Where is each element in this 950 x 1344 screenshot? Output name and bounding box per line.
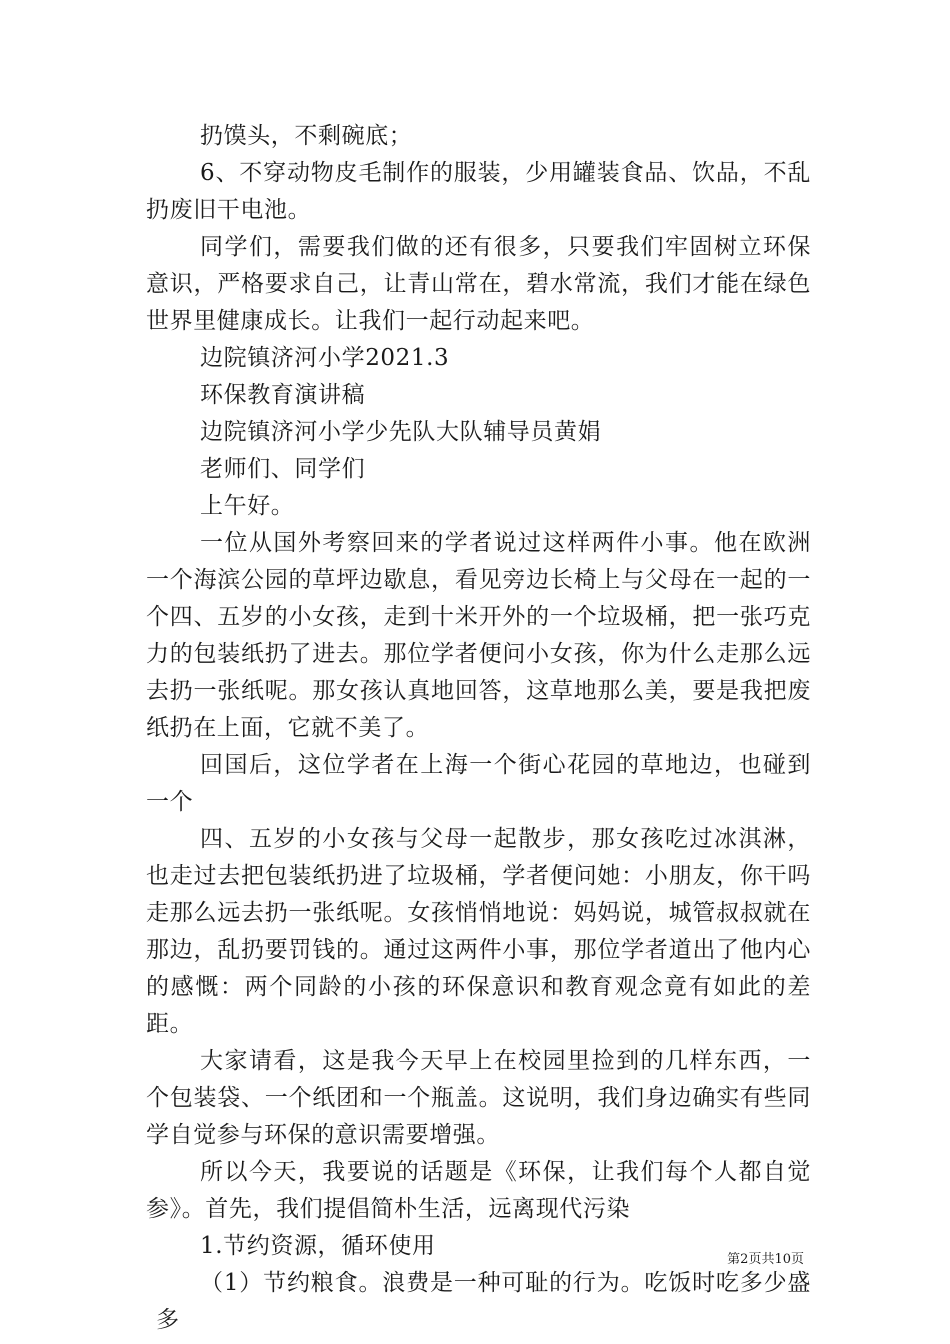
- signature-line: 边院镇济河小学2021.3: [200, 345, 450, 371]
- list-item: （1）节约粮食。浪费是一种可耻的行为。吃饭时吃多少盛多: [156, 1270, 811, 1333]
- paragraph: 所以今天，我要说的话题是《环保，让我们每个人都自觉参》。首先，我们提倡简朴生活，远离现代污染: [146, 1159, 811, 1222]
- paragraph: 四、五岁的小女孩与父母一起散步，那女孩吃过冰淇淋，也走过去把包装纸扔进了垃圾桶，学者便问她：小朋友，你干吗走那么远去扔一张纸呢。女孩悄悄地说：妈妈说，城管叔叔就在那边，乱扔要罚钱的。通过这两件小事，那位学者道出了他内心的感慨：两个同龄的小孩的环保意识和教育观念竟有如此的差距。: [146, 826, 811, 1037]
- list-heading: 1.节约资源，循环使用: [200, 1233, 436, 1259]
- page-footer: [0, 1248, 950, 1267]
- salutation: 老师们、同学们: [200, 456, 366, 482]
- paragraph: 扔馍头，不剩碗底；: [200, 123, 413, 149]
- author-line: 边院镇济河小学少先队大队辅导员黄娟: [200, 419, 602, 445]
- paragraph: 同学们，需要我们做的还有很多，只要我们牢固树立环保意识，严格要求自己，让青山常在，碧水常流，我们才能在绿色世界里健康成长。让我们一起行动起来吧。: [146, 234, 811, 334]
- paragraph: 回国后，这位学者在上海一个街心花园的草地边，也碰到一个: [146, 752, 811, 815]
- paragraph: 大家请看，这是我今天早上在校园里捡到的几样东西，一个包装袋、一个纸团和一个瓶盖。这说明，我们身边确实有些同学自觉参与环保的意识需要增强。: [146, 1048, 811, 1148]
- greeting: 上午好。: [200, 493, 295, 519]
- speech-title: 环保教育演讲稿: [200, 382, 366, 408]
- paragraph: 6、不穿动物皮毛制作的服装，少用罐装食品、饮品，不乱扔废旧干电池。: [146, 160, 811, 223]
- paragraph: 一位从国外考察回来的学者说过这样两件小事。他在欧洲一个海滨公园的草坪边歇息，看见旁边长椅上与父母在一起的一个四、五岁的小女孩，走到十米开外的一个垃圾桶，把一张巧克力的包装纸扔了进去。那位学者便问小女孩，你为什么走那么远去扔一张纸呢。那女孩认真地回答，这草地那么美，要是我把废纸扔在上面，它就不美了。: [146, 530, 811, 741]
- document-body: [146, 118, 811, 1339]
- page-number: 第2页共10页: [727, 1252, 804, 1267]
